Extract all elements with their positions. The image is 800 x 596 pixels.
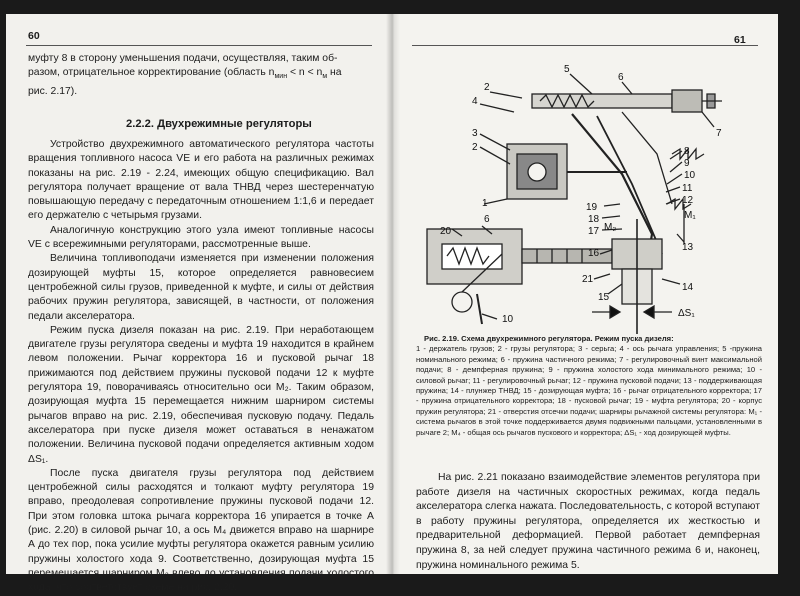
caption-title: Рис. 2.19. Схема двухрежимного регулятора. Режим пуска дизеля:	[424, 334, 674, 343]
fig-label-13: 13	[682, 242, 694, 253]
section-title: 2.2.2. Двухрежимные регуляторы	[126, 118, 312, 130]
intro-line-1: муфту 8 в сторону уменьшения подачи, осуществляя, таким об-	[28, 53, 338, 64]
fig-label-16: 16	[588, 248, 600, 259]
intro-line-3: рис. 2.17).	[28, 85, 78, 97]
fig-label-10: 10	[684, 170, 696, 181]
paragraph-5: После пуска двигателя грузы регулятора под действием центробежной силы расходятся и толкают муфту регулятора 19 вправо, преодолевая сопротивление пружины пусковой подачи 12. При этом головка штока рычага корректора 16 упирается в точке А (рис. 2.20) в силовой рычаг 10, а ось M₄ движется вправо на шарнире А до тех пор, пока усилие муфты регулятора окажется равным усилию пружины холостого хода 9. Соответственно, дозирующая муфта 15 перемещается шарниром M₂ влево до установления подачи холостого хода, что соответствует схеме на рис. 2.20.	[28, 467, 374, 594]
fig-label-1: 1	[482, 198, 488, 209]
paragraph-2: Аналогичную конструкцию этого узла имеют топливные насосы VE с всережимными регуляторами, рассмотренные выше.	[28, 224, 374, 251]
book-spread	[6, 14, 778, 594]
intro-text	[28, 52, 374, 99]
fig-label-m2: M₂	[604, 222, 617, 233]
caption-body: 1 - держатель грузов; 2 - грузы регулятора; 3 - серьга; 4 - ось рычага управления; 5 -пружина номинального режима; 6 - пружина частичного режима; 7 - регулировочный винт максимальной подачи; 8 - демпферная пружина; 9 - пружина холостого хода минимального режима; 10 - силовой рычаг; 11 - регулировочный рычаг; 12 - пружина пусковой подачи; 13 - поддерживающая пружина; 14 - плунжер ТНВД; 15 - дозирующая муфта; 16 - рычаг отрицательного корректора; 17 - пружина отрицательного корректора; 18 - пусковой рычаг; 19 - муфта регулятора; 20 - корпус пружин регулятора; 21 - отверстия отсечки подачи; шарниры рычажной системы регулятора: M₁ - система рычагов в этой точке поддерживается двумя подвижными пальцами, установленными в рычаге 2; M₄ - общая ось рычагов пускового и корректора; ΔS₁ - ход дозирующей муфты.	[416, 344, 762, 437]
page-number-left: 60	[28, 30, 40, 42]
fig-label-20: 20	[440, 226, 452, 237]
fig-label-14: 14	[682, 282, 694, 293]
fig-label-17: 17	[588, 226, 600, 237]
fig-label-12: 12	[682, 195, 694, 206]
fig-label-4: 4	[472, 96, 478, 107]
fig-label-18: 18	[588, 214, 600, 225]
fig-label-2b: 2	[472, 142, 478, 153]
fig-label-15: 15	[598, 292, 610, 303]
fig-label-2: 2	[484, 82, 490, 93]
fig-label-21: 21	[582, 274, 594, 285]
fig-label-6b: 6	[484, 214, 490, 225]
paragraph-1: Устройство двухрежимного автоматического регулятора частоты вращения топливного насоса VE и его работа на различных режимах показаны на рис. 2.19 - 2.24, имеющих общую спецификацию. Вал регулятора получает вращение от вала ТНВД через шестеренчатую повышающую передачу с передаточным отношением 1:1,6 и передает его держателю с четырьмя грузами.	[28, 139, 374, 222]
fig-label-6: 6	[618, 72, 624, 83]
fig-label-11: 11	[682, 183, 693, 194]
regulator-schematic	[422, 54, 752, 336]
fig-label-8: 8	[684, 146, 690, 157]
fig-label-3: 3	[472, 128, 478, 139]
page-number-right: 61	[734, 34, 746, 46]
fig-label-m1: M₁	[684, 210, 696, 221]
left-body	[28, 138, 374, 596]
right-page	[392, 14, 778, 574]
left-page	[6, 14, 392, 594]
right-body: На рис. 2.21 показано взаимодействие элементов регулятора при работе дизеля на частичных скоростных режимах, когда педаль акселератора слегка нажата. Последовательность, с которой вступают в работу пружины регулятора, определяется их жесткостью и предварительной деформацией. Первой работает демпферная пружина 8, за ней следует пружина частичного режима 6 и, наконец, пружина номинального режима 5.	[416, 472, 761, 571]
regulator-diagram	[422, 54, 752, 336]
header-rule-right	[412, 45, 758, 46]
fig-label-10b: 10	[502, 314, 514, 325]
fig-label-ds1: ΔS₁	[678, 308, 695, 319]
intro-line-2: разом, отрицательное корректирование (область $n_{мин} < n < n_м$ на	[28, 67, 342, 81]
fig-label-9: 9	[684, 158, 690, 169]
header-rule-left	[26, 45, 372, 46]
paragraph-4: Режим пуска дизеля показан на рис. 2.19. При неработающем двигателе грузы регулятора сведены и муфта 19 находится в крайнем левом положении. Рычаг корректора 16 и пусковой рычаг 18 прижимаются под действием пружины пусковой подачи 12 к муфте регулятора 19, поворачиваясь относительно оси M₂. Таким образом, дозирующая муфта 15 перемещается нижним шарниром системы рычагов вправо на рис. 2.19, обеспечивая пусковую подачу. Педаль акселератора при пуске дизеля может оставаться в ненажатом положении. Величина пусковой подачи определяется активным ходом ΔS₁.	[28, 324, 374, 465]
figure-caption	[416, 334, 762, 438]
fig-label-5: 5	[564, 64, 570, 75]
book-spine	[386, 14, 400, 574]
fig-label-7: 7	[716, 128, 722, 139]
fig-label-19: 19	[586, 202, 598, 213]
paragraph-3: Величина топливоподачи изменяется при изменении положения дозирующей муфты 15, которое определяется равновесием центробежной силы грузов, приведенной к муфте, и силы от действия рабочих пружин регулятора, зависящей, в частности, от положения педали акселератора.	[28, 253, 374, 322]
